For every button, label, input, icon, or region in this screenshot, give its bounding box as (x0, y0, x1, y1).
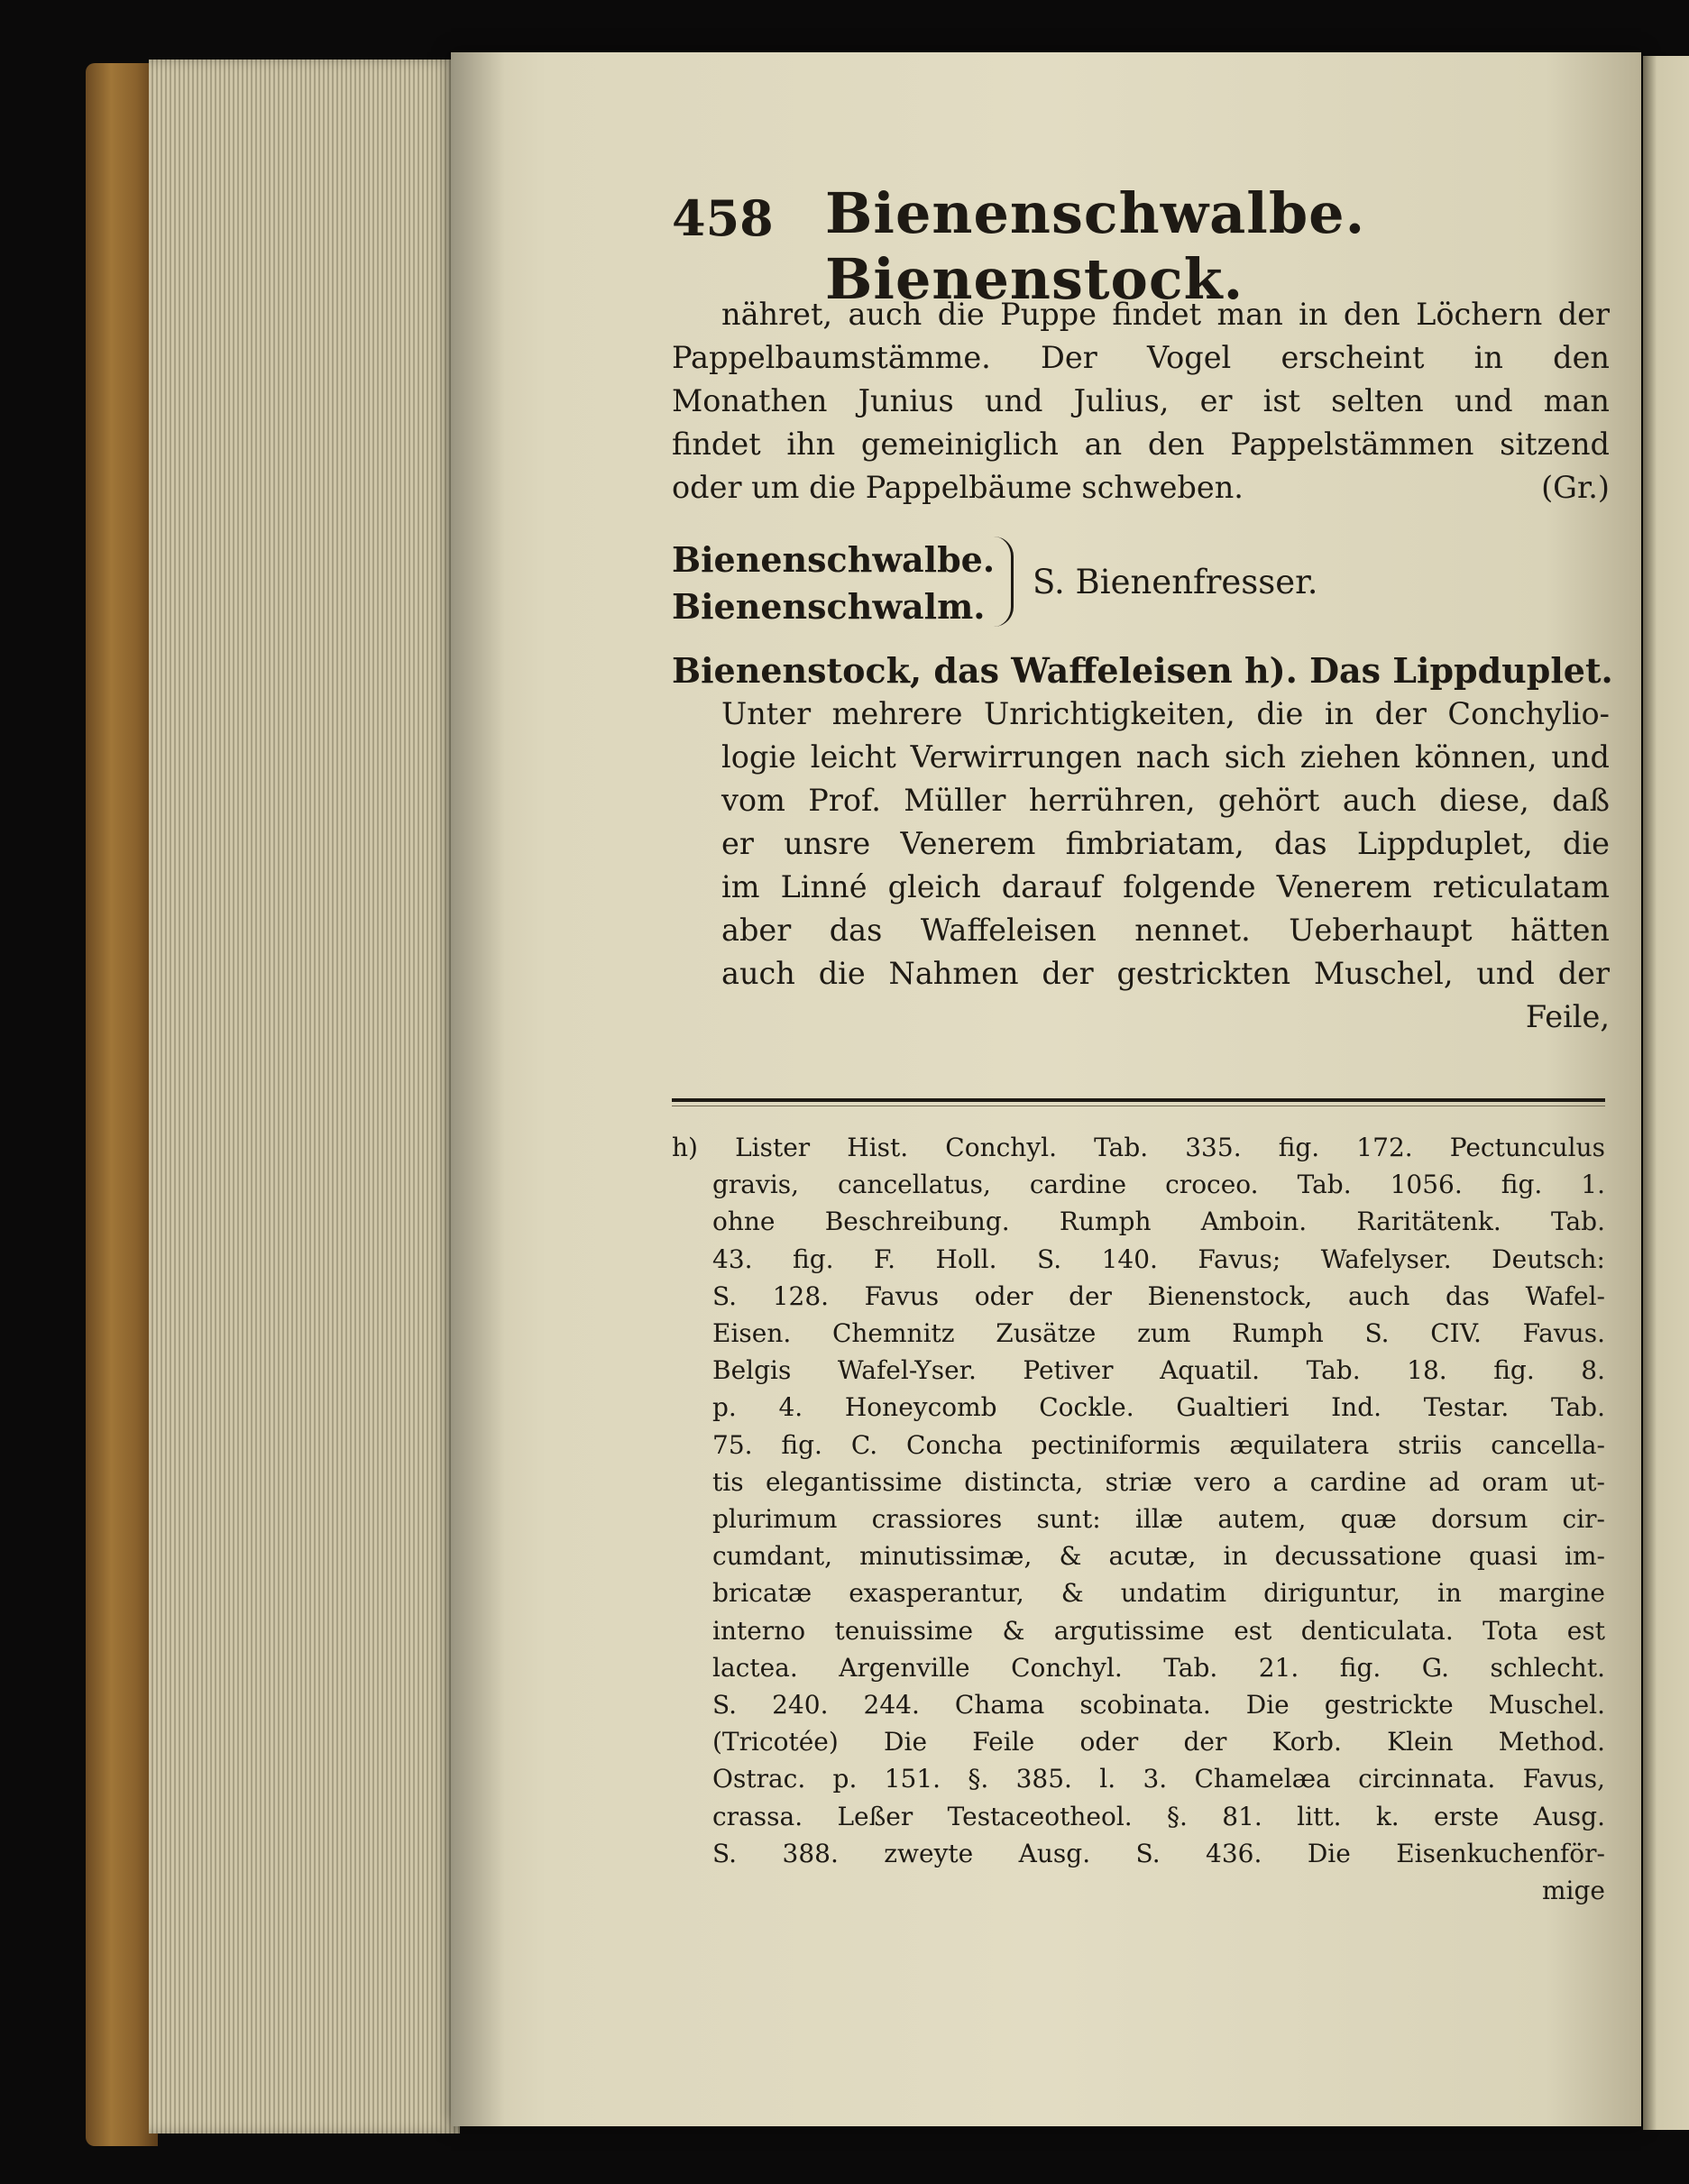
cross-ref-term: Bienenschwalbe. (672, 539, 996, 580)
footnote-line: S. 128. Favus oder der Bienenstock, auch das Wafel- (712, 1280, 1605, 1311)
running-title: Bienenschwalbe. Bienenstock. (825, 180, 1366, 312)
text-line-content: oder um die Pappelbäume schweben. (672, 470, 1244, 505)
entry-text (672, 649, 1613, 1039)
catchword: Feile, (1525, 999, 1610, 1034)
text-line (672, 466, 1610, 509)
footnote-line: h) Lister Hist. Conchyl. Tab. 335. fig. 172. Pectunculus (672, 1133, 1605, 1162)
footnote-line: 43. fig. F. Holl. S. 140. Favus; Wafelyser. Deutsch: (712, 1243, 1605, 1274)
text-line: nähret, auch die Puppe findet man in den Löchern der (721, 297, 1610, 332)
gutter-shadow (451, 52, 505, 2126)
footnote (672, 1129, 1605, 1909)
page-number: 458 (672, 189, 774, 247)
footnote-line: lactea. Argenville Conchyl. Tab. 21. fig. G. schlecht. (712, 1652, 1605, 1683)
text-line: vom Prof. Müller herrühren, gehört auch diese, daß (721, 783, 1610, 818)
text-line: er unsre Venerem fimbriatam, das Lippduplet, die (721, 826, 1610, 861)
page-edges (149, 60, 460, 2134)
cross-ref-terms (672, 537, 995, 630)
footnote-line: S. 388. zweyte Ausg. S. 436. Die Eisenkuchenför- (712, 1838, 1605, 1868)
footnote-line: p. 4. Honeycomb Cockle. Gualtieri Ind. Testar. Tab. (712, 1392, 1605, 1423)
footnote-line: Eisen. Chemnitz Zusätze zum Rumph S. CIV. Favus. (712, 1318, 1605, 1349)
text-line: logie leicht Verwirrungen nach sich ziehen können, und (721, 739, 1610, 775)
text-line: findet ihn gemeiniglich an den Pappelstämmen sitzend (672, 427, 1610, 462)
footnote-catchword: mige (1542, 1876, 1605, 1906)
footnote-line: crassa. Leßer Testaceotheol. §. 81. litt. k. erste Ausg. (712, 1801, 1605, 1831)
text-line: Pappelbaumstämme. Der Vogel erscheint in den (672, 340, 1610, 375)
text-line: im Linné gleich darauf folgende Venerem reticulatam (721, 869, 1610, 904)
footnote-line: ohne Beschreibung. Rumph Amboin. Raritätenk. Tab. (712, 1207, 1605, 1237)
text-line: auch die Nahmen der gestrickten Muschel, und der (721, 956, 1610, 991)
paragraph-1 (672, 293, 1610, 509)
footnote-line: Ostrac. p. 151. §. 385. l. 3. Chamelæa circinnata. Favus, (712, 1764, 1605, 1794)
footnote-line: bricatæ exasperantur, & undatim diriguntur, in margine (712, 1578, 1605, 1609)
brace (987, 537, 1014, 627)
next-page-edge (1643, 56, 1689, 2130)
cross-ref-target: S. Bienenfresser. (1033, 563, 1318, 601)
text-line: aber das Waffeleisen nennet. Ueberhaupt hätten (721, 913, 1610, 948)
footnote-line: interno tenuissime & argutissime est denticulata. Tota est (712, 1615, 1605, 1646)
main-text (672, 293, 1610, 509)
footnote-line: tis elegantissime distincta, striæ vero a cardine ad oram ut- (712, 1466, 1605, 1497)
entry-heading: Bienenstock, das Waffeleisen h). Das Lippduplet. (672, 650, 1613, 691)
book-spine (86, 63, 158, 2146)
footnote-line: plurimum crassiores sunt: illæ autem, quæ dorsum cir- (712, 1504, 1605, 1535)
footnote-line: S. 240. 244. Chama scobinata. Die gestrickte Muschel. (712, 1690, 1605, 1721)
author-signature: (Gr.) (1541, 470, 1610, 505)
footnote-rule (672, 1098, 1605, 1102)
footnote-line: cumdant, minutissimæ, & acutæ, in decussatione quasi im- (712, 1541, 1605, 1572)
cross-ref-term: Bienenschwalm. (672, 586, 986, 627)
footnote-line: Belgis Wafel-Yser. Petiver Aquatil. Tab. 18. fig. 8. (712, 1355, 1605, 1386)
text-line: Monathen Junius und Julius, er ist selten und man (672, 383, 1610, 418)
footnote-line: (Tricotée) Die Feile oder der Korb. Klein Method. (712, 1727, 1605, 1757)
footnote-line: gravis, cancellatus, cardine croceo. Tab. 1056. fig. 1. (712, 1170, 1605, 1200)
footnote-line: 75. fig. C. Concha pectiniformis æquilatera striis cancella- (712, 1429, 1605, 1460)
page-header (672, 180, 1610, 312)
text-line: Unter mehrere Unrichtigkeiten, die in der Conchylio- (721, 696, 1610, 731)
cross-reference (672, 537, 1610, 636)
